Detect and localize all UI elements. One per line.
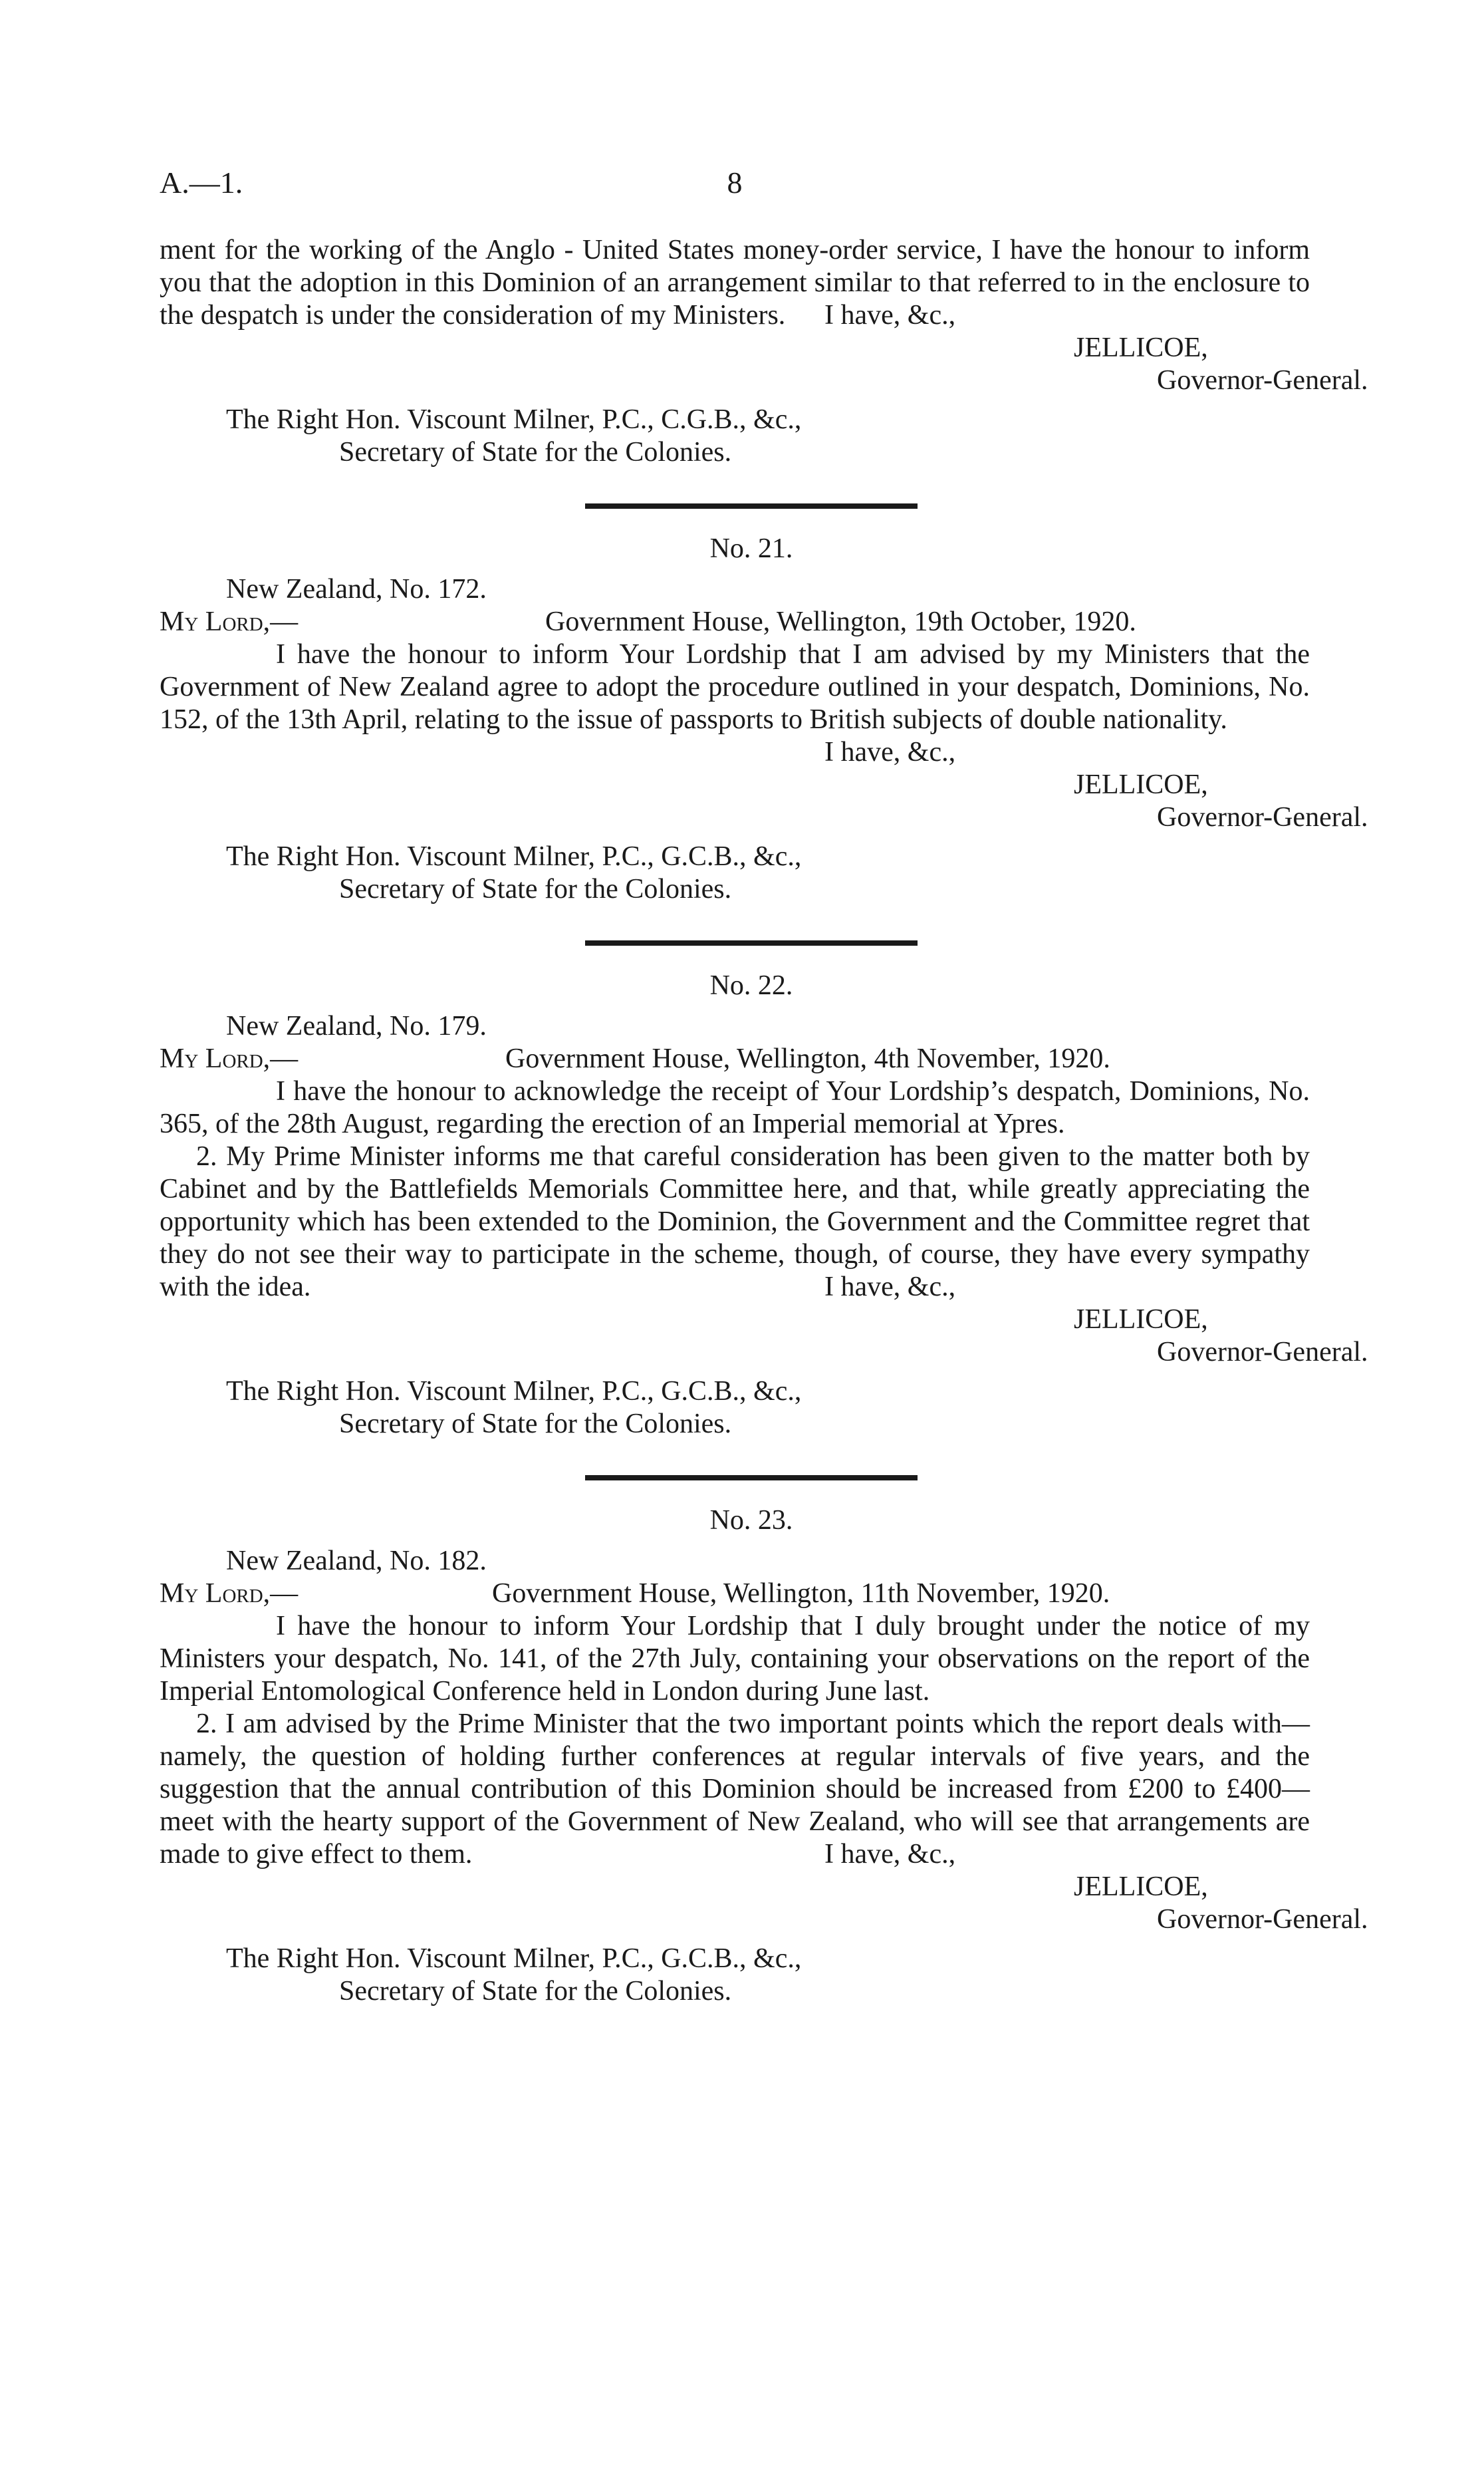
letter-paragraph-1: I have the honour to inform Your Lordship that I duly brought under the notice of my Ministers your despatch, No. 141, of the 27th July, containing your observations on the report of the Imperial Entomological Conference held in London during June last. xyxy=(160,1611,1310,1707)
letter-23 xyxy=(160,1504,1368,2008)
signatory-title: Governor-General. xyxy=(1157,1337,1368,1367)
letter-reference: New Zealand, No. 172. xyxy=(226,574,487,605)
letter-reference: New Zealand, No. 179. xyxy=(226,1011,487,1041)
closing-line xyxy=(160,736,1310,769)
letter-number: No. 23. xyxy=(709,1505,793,1536)
location-date: Government House, Wellington, 4th November, 1920. xyxy=(505,1043,1110,1074)
letter-paragraph-2: 2. My Prime Minister informs me that careful consideration has been given to the matter both by Cabinet and by the Battlefields Memorials Committee here, and that, while greatly appreciating the opportunity which has been extended to the Dominion, the Government and the Committee regret that they do not see their way to participate in the scheme, though, of course, they have every sympathy with the idea. xyxy=(160,1141,1310,1302)
signature: JELLICOE, xyxy=(1074,769,1208,800)
signature: JELLICOE, xyxy=(1074,1304,1208,1335)
letter-21 xyxy=(160,533,1368,906)
signature-line xyxy=(160,1304,1310,1336)
location-date: Government House, Wellington, 19th October, 1920. xyxy=(545,607,1136,637)
page-content xyxy=(160,234,1368,2008)
salutation-line xyxy=(160,1578,1310,1610)
letter-reference: New Zealand, No. 182. xyxy=(226,1546,487,1576)
salutation: My Lord,— xyxy=(160,1043,299,1074)
addressee-line-2: Secretary of State for the Colonies. xyxy=(339,1409,732,1439)
addressee-line-1: The Right Hon. Viscount Milner, P.C., G.C.B., &c., xyxy=(226,1376,802,1407)
section-divider xyxy=(585,503,918,509)
location-date: Government House, Wellington, 11th November, 1920. xyxy=(492,1578,1110,1609)
signatory-title: Governor-General. xyxy=(1157,802,1368,833)
letter-paragraph-1: I have the honour to acknowledge the receipt of Your Lordship’s despatch, Dominions, No. 365, of the 28th August, regarding the erection of an Imperial memorial at Ypres. xyxy=(160,1076,1310,1139)
page-header xyxy=(160,166,1310,206)
page-number: 8 xyxy=(727,166,743,200)
addressee-line-2: Secretary of State for the Colonies. xyxy=(339,1976,732,2006)
signature-line xyxy=(160,1871,1310,1903)
title-line xyxy=(160,364,1368,397)
intro-letter-end xyxy=(160,234,1368,469)
signature: JELLICOE, xyxy=(1074,1871,1208,1902)
addressee-line-1: The Right Hon. Viscount Milner, P.C., C.G.B., &c., xyxy=(226,404,802,435)
closing: I have, &c., xyxy=(824,1272,956,1302)
salutation-line xyxy=(160,1043,1310,1075)
salutation: My Lord,— xyxy=(160,1578,299,1609)
closing-line xyxy=(160,1271,1310,1304)
signatory-title: Governor-General. xyxy=(1157,365,1368,396)
salutation: My Lord,— xyxy=(160,607,299,637)
intro-paragraph: ment for the working of the Anglo - United States money-order service, I have the honour to inform you that the adoption in this Dominion of an arrangement similar to that referred to in the enclosure to the despatch is under the consideration of my Ministers. xyxy=(160,235,1310,331)
section-divider xyxy=(585,1475,918,1480)
signature-line xyxy=(160,769,1310,801)
addressee-line-2: Secretary of State for the Colonies. xyxy=(339,437,732,468)
closing: I have, &c., xyxy=(824,1839,956,1869)
title-line xyxy=(160,1903,1368,1936)
salutation-line xyxy=(160,606,1310,638)
signature: JELLICOE, xyxy=(1074,333,1208,363)
title-line xyxy=(160,1336,1368,1369)
title-line xyxy=(160,801,1368,834)
letter-paragraph-1: I have the honour to inform Your Lordship that I am advised by my Ministers that the Government of New Zealand agree to adopt the procedure outlined in your despatch, Dominions, No. 152, of the 13th April, relating to the issue of passports to British subjects of double nationality. xyxy=(160,639,1310,735)
series-label: A.—1. xyxy=(160,166,243,200)
letter-paragraph-2: 2. I am advised by the Prime Minister that the two important points which the report deals with—namely, the question of holding further conferences at regular intervals of five years, and the suggestion that the annual contribution of this Dominion should be increased from £200 to £400—meet with the hearty support of the Government of New Zealand, who will see that arrangements are made to give effect to them. xyxy=(160,1709,1310,1869)
closing-line xyxy=(160,1838,1310,1871)
letter-number: No. 21. xyxy=(709,533,793,564)
addressee-line-1: The Right Hon. Viscount Milner, P.C., G.C.B., &c., xyxy=(226,1943,802,1974)
signatory-title: Governor-General. xyxy=(1157,1904,1368,1935)
signature-line xyxy=(160,332,1310,364)
addressee-line-2: Secretary of State for the Colonies. xyxy=(339,874,732,904)
intro-closing-line xyxy=(160,299,1310,332)
letter-22 xyxy=(160,970,1368,1441)
closing: I have, &c., xyxy=(824,737,956,767)
letter-number: No. 22. xyxy=(709,970,793,1001)
closing: I have, &c., xyxy=(824,300,956,331)
addressee-line-1: The Right Hon. Viscount Milner, P.C., G.C.B., &c., xyxy=(226,841,802,872)
section-divider xyxy=(585,940,918,946)
